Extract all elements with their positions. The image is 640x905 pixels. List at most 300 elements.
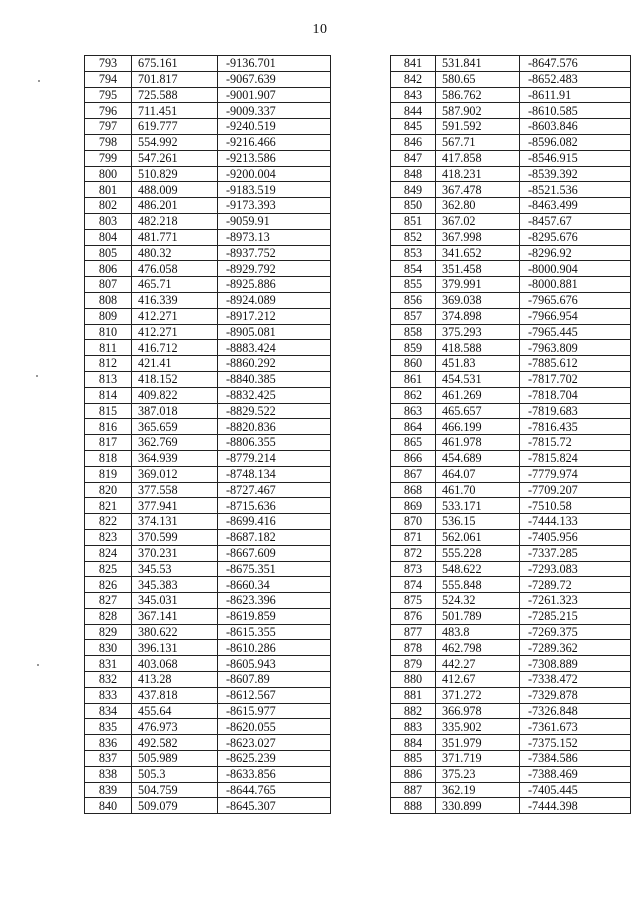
- y-coordinate-cell: -8615.355: [218, 624, 331, 640]
- y-coordinate-cell: -7816.435: [520, 419, 631, 435]
- x-coordinate-cell: 461.70: [436, 482, 520, 498]
- table-row: [85, 751, 331, 767]
- x-coordinate-cell: 567.71: [436, 134, 520, 150]
- y-coordinate-cell: -8610.286: [218, 640, 331, 656]
- point-number-cell: 846: [391, 134, 436, 150]
- table-row: [391, 482, 631, 498]
- y-coordinate-cell: -8612.567: [218, 687, 331, 703]
- coordinate-table-left-body: [85, 56, 331, 814]
- x-coordinate-cell: 370.599: [132, 529, 218, 545]
- y-coordinate-cell: -7405.956: [520, 529, 631, 545]
- table-row: [85, 719, 331, 735]
- y-coordinate-cell: -7293.083: [520, 561, 631, 577]
- point-number-cell: 843: [391, 87, 436, 103]
- y-coordinate-cell: -8000.904: [520, 261, 631, 277]
- y-coordinate-cell: -7388.469: [520, 766, 631, 782]
- point-number-cell: 877: [391, 624, 436, 640]
- x-coordinate-cell: 345.383: [132, 577, 218, 593]
- y-coordinate-cell: -8521.536: [520, 182, 631, 198]
- y-coordinate-cell: -7338.472: [520, 672, 631, 688]
- table-row: [391, 387, 631, 403]
- table-row: [391, 87, 631, 103]
- x-coordinate-cell: 555.228: [436, 545, 520, 561]
- table-row: [391, 229, 631, 245]
- scan-speck: [38, 80, 40, 82]
- table-row: [391, 545, 631, 561]
- table-row: [391, 640, 631, 656]
- x-coordinate-cell: 364.939: [132, 450, 218, 466]
- point-number-cell: 856: [391, 292, 436, 308]
- x-coordinate-cell: 367.02: [436, 213, 520, 229]
- y-coordinate-cell: -9173.393: [218, 198, 331, 214]
- x-coordinate-cell: 341.652: [436, 245, 520, 261]
- y-coordinate-cell: -8539.392: [520, 166, 631, 182]
- point-number-cell: 888: [391, 798, 436, 814]
- x-coordinate-cell: 505.989: [132, 751, 218, 767]
- point-number-cell: 873: [391, 561, 436, 577]
- table-row: [391, 103, 631, 119]
- x-coordinate-cell: 367.998: [436, 229, 520, 245]
- x-coordinate-cell: 417.858: [436, 150, 520, 166]
- point-number-cell: 850: [391, 198, 436, 214]
- point-number-cell: 859: [391, 340, 436, 356]
- y-coordinate-cell: -8615.977: [218, 703, 331, 719]
- x-coordinate-cell: 403.068: [132, 656, 218, 672]
- point-number-cell: 796: [85, 103, 132, 119]
- x-coordinate-cell: 619.777: [132, 119, 218, 135]
- y-coordinate-cell: -8295.676: [520, 229, 631, 245]
- x-coordinate-cell: 524.32: [436, 593, 520, 609]
- y-coordinate-cell: -7326.848: [520, 703, 631, 719]
- table-row: [391, 371, 631, 387]
- y-coordinate-cell: -8929.792: [218, 261, 331, 277]
- table-row: [391, 766, 631, 782]
- y-coordinate-cell: -8840.385: [218, 371, 331, 387]
- point-number-cell: 883: [391, 719, 436, 735]
- y-coordinate-cell: -8715.636: [218, 498, 331, 514]
- point-number-cell: 848: [391, 166, 436, 182]
- table-row: [85, 529, 331, 545]
- x-coordinate-cell: 725.588: [132, 87, 218, 103]
- point-number-cell: 838: [85, 766, 132, 782]
- table-row: [85, 356, 331, 372]
- point-number-cell: 861: [391, 371, 436, 387]
- y-coordinate-cell: -8779.214: [218, 450, 331, 466]
- y-coordinate-cell: -9213.586: [218, 150, 331, 166]
- x-coordinate-cell: 483.8: [436, 624, 520, 640]
- y-coordinate-cell: -8667.609: [218, 545, 331, 561]
- y-coordinate-cell: -9136.701: [218, 56, 331, 72]
- x-coordinate-cell: 451.83: [436, 356, 520, 372]
- y-coordinate-cell: -8748.134: [218, 466, 331, 482]
- point-number-cell: 818: [85, 450, 132, 466]
- table-row: [85, 703, 331, 719]
- y-coordinate-cell: -7779.974: [520, 466, 631, 482]
- table-row: [391, 782, 631, 798]
- y-coordinate-cell: -8644.765: [218, 782, 331, 798]
- y-coordinate-cell: -8832.425: [218, 387, 331, 403]
- x-coordinate-cell: 465.657: [436, 403, 520, 419]
- y-coordinate-cell: -7965.445: [520, 324, 631, 340]
- point-number-cell: 815: [85, 403, 132, 419]
- table-row: [85, 292, 331, 308]
- point-number-cell: 834: [85, 703, 132, 719]
- table-row: [85, 340, 331, 356]
- point-number-cell: 799: [85, 150, 132, 166]
- y-coordinate-cell: -8633.856: [218, 766, 331, 782]
- x-coordinate-cell: 409.822: [132, 387, 218, 403]
- table-row: [85, 466, 331, 482]
- table-row: [391, 292, 631, 308]
- point-number-cell: 800: [85, 166, 132, 182]
- y-coordinate-cell: -8607.89: [218, 672, 331, 688]
- x-coordinate-cell: 454.689: [436, 450, 520, 466]
- x-coordinate-cell: 362.80: [436, 198, 520, 214]
- y-coordinate-cell: -8610.585: [520, 103, 631, 119]
- x-coordinate-cell: 454.531: [436, 371, 520, 387]
- table-row: [391, 182, 631, 198]
- y-coordinate-cell: -8660.34: [218, 577, 331, 593]
- point-number-cell: 828: [85, 608, 132, 624]
- point-number-cell: 851: [391, 213, 436, 229]
- x-coordinate-cell: 480.32: [132, 245, 218, 261]
- table-row: [85, 419, 331, 435]
- table-row: [85, 545, 331, 561]
- table-row: [391, 624, 631, 640]
- y-coordinate-cell: -7966.954: [520, 308, 631, 324]
- y-coordinate-cell: -8647.576: [520, 56, 631, 72]
- y-coordinate-cell: -8546.915: [520, 150, 631, 166]
- table-row: [85, 261, 331, 277]
- y-coordinate-cell: -8925.886: [218, 277, 331, 293]
- x-coordinate-cell: 461.269: [436, 387, 520, 403]
- x-coordinate-cell: 413.28: [132, 672, 218, 688]
- table-row: [85, 134, 331, 150]
- table-row: [391, 419, 631, 435]
- table-row: [391, 498, 631, 514]
- y-coordinate-cell: -9009.337: [218, 103, 331, 119]
- table-row: [391, 356, 631, 372]
- x-coordinate-cell: 482.218: [132, 213, 218, 229]
- x-coordinate-cell: 509.079: [132, 798, 218, 814]
- point-number-cell: 845: [391, 119, 436, 135]
- table-row: [391, 324, 631, 340]
- table-row: [85, 435, 331, 451]
- y-coordinate-cell: -7709.207: [520, 482, 631, 498]
- point-number-cell: 822: [85, 514, 132, 530]
- point-number-cell: 844: [391, 103, 436, 119]
- x-coordinate-cell: 375.23: [436, 766, 520, 782]
- point-number-cell: 812: [85, 356, 132, 372]
- x-coordinate-cell: 554.992: [132, 134, 218, 150]
- x-coordinate-cell: 461.978: [436, 435, 520, 451]
- x-coordinate-cell: 377.941: [132, 498, 218, 514]
- x-coordinate-cell: 374.898: [436, 308, 520, 324]
- table-row: [391, 134, 631, 150]
- x-coordinate-cell: 580.65: [436, 71, 520, 87]
- point-number-cell: 794: [85, 71, 132, 87]
- y-coordinate-cell: -7384.586: [520, 751, 631, 767]
- table-row: [85, 498, 331, 514]
- x-coordinate-cell: 396.131: [132, 640, 218, 656]
- y-coordinate-cell: -7444.398: [520, 798, 631, 814]
- point-number-cell: 870: [391, 514, 436, 530]
- table-row: [85, 482, 331, 498]
- table-row: [391, 561, 631, 577]
- point-number-cell: 849: [391, 182, 436, 198]
- x-coordinate-cell: 547.261: [132, 150, 218, 166]
- table-row: [391, 245, 631, 261]
- y-coordinate-cell: -8937.752: [218, 245, 331, 261]
- x-coordinate-cell: 416.712: [132, 340, 218, 356]
- table-row: [391, 577, 631, 593]
- table-row: [391, 751, 631, 767]
- point-number-cell: 847: [391, 150, 436, 166]
- point-number-cell: 813: [85, 371, 132, 387]
- y-coordinate-cell: -7329.878: [520, 687, 631, 703]
- table-row: [391, 150, 631, 166]
- x-coordinate-cell: 418.152: [132, 371, 218, 387]
- point-number-cell: 875: [391, 593, 436, 609]
- x-coordinate-cell: 418.231: [436, 166, 520, 182]
- y-coordinate-cell: -8463.499: [520, 198, 631, 214]
- point-number-cell: 854: [391, 261, 436, 277]
- table-row: [85, 766, 331, 782]
- y-coordinate-cell: -8829.522: [218, 403, 331, 419]
- table-row: [85, 672, 331, 688]
- table-row: [85, 371, 331, 387]
- x-coordinate-cell: 486.201: [132, 198, 218, 214]
- point-number-cell: 886: [391, 766, 436, 782]
- table-row: [391, 340, 631, 356]
- x-coordinate-cell: 533.171: [436, 498, 520, 514]
- y-coordinate-cell: -8973.13: [218, 229, 331, 245]
- point-number-cell: 820: [85, 482, 132, 498]
- point-number-cell: 803: [85, 213, 132, 229]
- table-row: [85, 277, 331, 293]
- coordinate-table-right-body: [391, 56, 631, 814]
- page-number: 10: [312, 22, 328, 37]
- table-row: [85, 213, 331, 229]
- y-coordinate-cell: -9200.004: [218, 166, 331, 182]
- table-row: [85, 450, 331, 466]
- point-number-cell: 825: [85, 561, 132, 577]
- x-coordinate-cell: 416.339: [132, 292, 218, 308]
- x-coordinate-cell: 555.848: [436, 577, 520, 593]
- point-number-cell: 798: [85, 134, 132, 150]
- y-coordinate-cell: -8619.859: [218, 608, 331, 624]
- y-coordinate-cell: -7815.824: [520, 450, 631, 466]
- y-coordinate-cell: -7444.133: [520, 514, 631, 530]
- point-number-cell: 841: [391, 56, 436, 72]
- point-number-cell: 862: [391, 387, 436, 403]
- table-row: [85, 119, 331, 135]
- x-coordinate-cell: 701.817: [132, 71, 218, 87]
- y-coordinate-cell: -7375.152: [520, 735, 631, 751]
- point-number-cell: 853: [391, 245, 436, 261]
- x-coordinate-cell: 418.588: [436, 340, 520, 356]
- x-coordinate-cell: 492.582: [132, 735, 218, 751]
- point-number-cell: 860: [391, 356, 436, 372]
- x-coordinate-cell: 421.41: [132, 356, 218, 372]
- point-number-cell: 819: [85, 466, 132, 482]
- x-coordinate-cell: 369.012: [132, 466, 218, 482]
- table-row: [85, 656, 331, 672]
- x-coordinate-cell: 548.622: [436, 561, 520, 577]
- x-coordinate-cell: 562.061: [436, 529, 520, 545]
- point-number-cell: 827: [85, 593, 132, 609]
- y-coordinate-cell: -8000.881: [520, 277, 631, 293]
- y-coordinate-cell: -8603.846: [520, 119, 631, 135]
- point-number-cell: 806: [85, 261, 132, 277]
- table-row: [85, 387, 331, 403]
- y-coordinate-cell: -8675.351: [218, 561, 331, 577]
- table-row: [85, 640, 331, 656]
- point-number-cell: 814: [85, 387, 132, 403]
- y-coordinate-cell: -8611.91: [520, 87, 631, 103]
- table-row: [85, 735, 331, 751]
- x-coordinate-cell: 476.973: [132, 719, 218, 735]
- y-coordinate-cell: -7965.676: [520, 292, 631, 308]
- table-row: [391, 198, 631, 214]
- x-coordinate-cell: 501.789: [436, 608, 520, 624]
- point-number-cell: 869: [391, 498, 436, 514]
- x-coordinate-cell: 412.271: [132, 324, 218, 340]
- point-number-cell: 852: [391, 229, 436, 245]
- table-row: [85, 324, 331, 340]
- point-number-cell: 802: [85, 198, 132, 214]
- table-row: [85, 182, 331, 198]
- table-row: [85, 608, 331, 624]
- y-coordinate-cell: -8623.027: [218, 735, 331, 751]
- x-coordinate-cell: 375.293: [436, 324, 520, 340]
- y-coordinate-cell: -7817.702: [520, 371, 631, 387]
- y-coordinate-cell: -7285.215: [520, 608, 631, 624]
- y-coordinate-cell: -8924.089: [218, 292, 331, 308]
- point-number-cell: 864: [391, 419, 436, 435]
- y-coordinate-cell: -9216.466: [218, 134, 331, 150]
- table-row: [85, 229, 331, 245]
- y-coordinate-cell: -9240.519: [218, 119, 331, 135]
- table-row: [391, 71, 631, 87]
- y-coordinate-cell: -8687.182: [218, 529, 331, 545]
- point-number-cell: 865: [391, 435, 436, 451]
- table-row: [85, 87, 331, 103]
- table-row: [85, 782, 331, 798]
- x-coordinate-cell: 367.141: [132, 608, 218, 624]
- point-number-cell: 868: [391, 482, 436, 498]
- y-coordinate-cell: -8623.396: [218, 593, 331, 609]
- x-coordinate-cell: 335.902: [436, 719, 520, 735]
- x-coordinate-cell: 711.451: [132, 103, 218, 119]
- y-coordinate-cell: -8820.836: [218, 419, 331, 435]
- point-number-cell: 807: [85, 277, 132, 293]
- table-row: [391, 277, 631, 293]
- x-coordinate-cell: 367.478: [436, 182, 520, 198]
- x-coordinate-cell: 462.798: [436, 640, 520, 656]
- x-coordinate-cell: 380.622: [132, 624, 218, 640]
- table-row: [85, 71, 331, 87]
- x-coordinate-cell: 476.058: [132, 261, 218, 277]
- y-coordinate-cell: -7405.445: [520, 782, 631, 798]
- x-coordinate-cell: 370.231: [132, 545, 218, 561]
- coordinate-table-left: [84, 55, 331, 814]
- point-number-cell: 867: [391, 466, 436, 482]
- point-number-cell: 887: [391, 782, 436, 798]
- x-coordinate-cell: 536.15: [436, 514, 520, 530]
- table-row: [391, 687, 631, 703]
- y-coordinate-cell: -7261.323: [520, 593, 631, 609]
- y-coordinate-cell: -9001.907: [218, 87, 331, 103]
- x-coordinate-cell: 437.818: [132, 687, 218, 703]
- y-coordinate-cell: -7815.72: [520, 435, 631, 451]
- y-coordinate-cell: -8645.307: [218, 798, 331, 814]
- x-coordinate-cell: 374.131: [132, 514, 218, 530]
- point-number-cell: 855: [391, 277, 436, 293]
- point-number-cell: 871: [391, 529, 436, 545]
- point-number-cell: 833: [85, 687, 132, 703]
- y-coordinate-cell: -7289.362: [520, 640, 631, 656]
- table-row: [391, 166, 631, 182]
- table-row: [391, 403, 631, 419]
- y-coordinate-cell: -8296.92: [520, 245, 631, 261]
- table-row: [391, 308, 631, 324]
- x-coordinate-cell: 371.719: [436, 751, 520, 767]
- point-number-cell: 804: [85, 229, 132, 245]
- x-coordinate-cell: 465.71: [132, 277, 218, 293]
- table-row: [391, 119, 631, 135]
- point-number-cell: 878: [391, 640, 436, 656]
- point-number-cell: 863: [391, 403, 436, 419]
- x-coordinate-cell: 591.592: [436, 119, 520, 135]
- table-row: [85, 150, 331, 166]
- point-number-cell: 826: [85, 577, 132, 593]
- table-row: [391, 261, 631, 277]
- point-number-cell: 858: [391, 324, 436, 340]
- x-coordinate-cell: 330.899: [436, 798, 520, 814]
- point-number-cell: 816: [85, 419, 132, 435]
- point-number-cell: 821: [85, 498, 132, 514]
- table-row: [391, 656, 631, 672]
- x-coordinate-cell: 531.841: [436, 56, 520, 72]
- point-number-cell: 829: [85, 624, 132, 640]
- table-row: [391, 466, 631, 482]
- table-row: [85, 624, 331, 640]
- y-coordinate-cell: -8652.483: [520, 71, 631, 87]
- x-coordinate-cell: 586.762: [436, 87, 520, 103]
- table-row: [85, 577, 331, 593]
- point-number-cell: 866: [391, 450, 436, 466]
- y-coordinate-cell: -8625.239: [218, 751, 331, 767]
- x-coordinate-cell: 387.018: [132, 403, 218, 419]
- point-number-cell: 874: [391, 577, 436, 593]
- point-number-cell: 884: [391, 735, 436, 751]
- table-row: [391, 213, 631, 229]
- point-number-cell: 809: [85, 308, 132, 324]
- table-row: [85, 403, 331, 419]
- y-coordinate-cell: -8806.355: [218, 435, 331, 451]
- table-row: [391, 608, 631, 624]
- y-coordinate-cell: -7289.72: [520, 577, 631, 593]
- table-row: [85, 56, 331, 72]
- y-coordinate-cell: -7963.809: [520, 340, 631, 356]
- point-number-cell: 810: [85, 324, 132, 340]
- x-coordinate-cell: 351.979: [436, 735, 520, 751]
- table-row: [85, 687, 331, 703]
- x-coordinate-cell: 442.27: [436, 656, 520, 672]
- point-number-cell: 832: [85, 672, 132, 688]
- point-number-cell: 808: [85, 292, 132, 308]
